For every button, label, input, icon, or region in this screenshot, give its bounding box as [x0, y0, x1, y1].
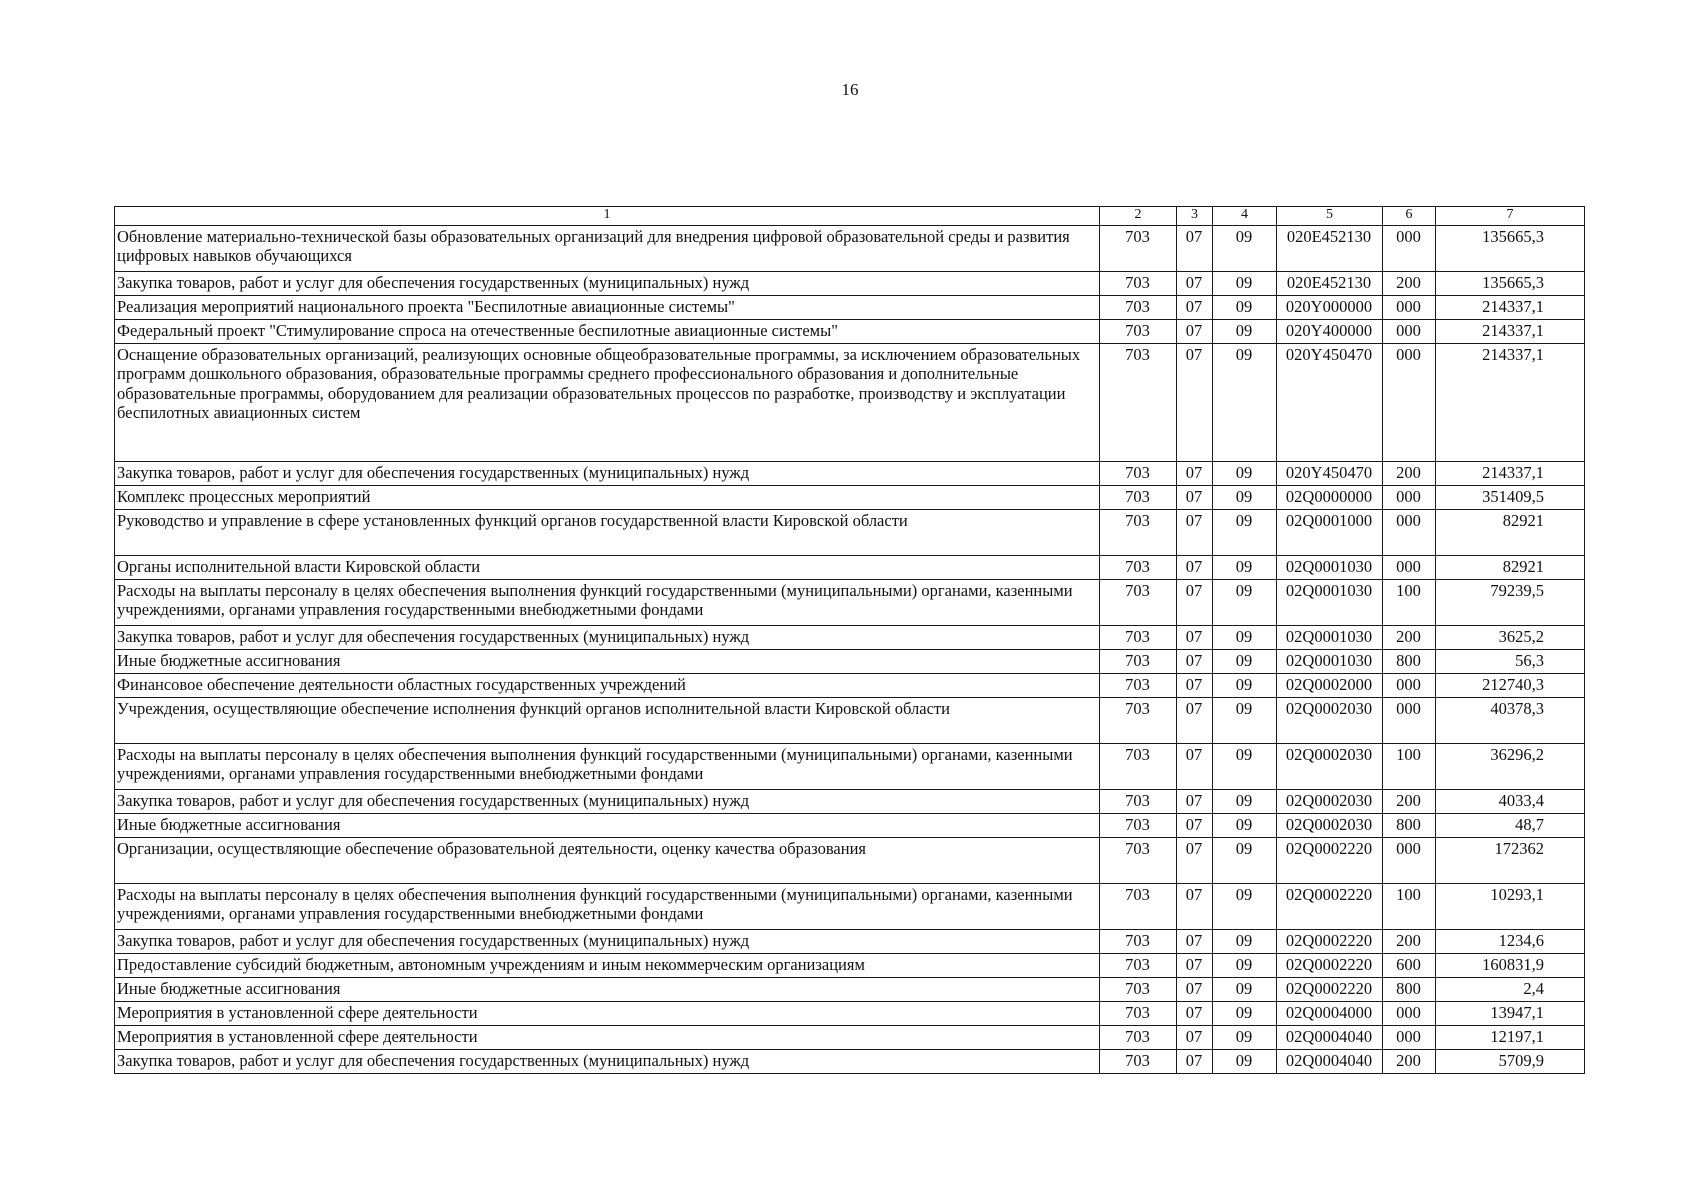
target-article-cell: 02Q0002220 — [1277, 978, 1383, 1002]
subsection-code-cell: 09 — [1213, 462, 1277, 486]
section-code-cell: 07 — [1177, 296, 1213, 320]
expense-type-cell: 000 — [1383, 320, 1436, 344]
table-row — [115, 650, 1585, 674]
expense-type-cell: 000 — [1383, 226, 1436, 272]
expense-name-cell: Расходы на выплаты персоналу в целях обеспечения выполнения функций государственными (муниципальными) органами, казенными учреждениями, органами управления государственными внебюджетными фондами — [115, 580, 1100, 626]
target-article-cell: 02Q0002000 — [1277, 674, 1383, 698]
ministry-code-cell: 703 — [1100, 790, 1177, 814]
ministry-code-cell: 703 — [1100, 462, 1177, 486]
target-article-cell: 02Q0001000 — [1277, 510, 1383, 556]
subsection-code-cell: 09 — [1213, 954, 1277, 978]
section-code-cell: 07 — [1177, 954, 1213, 978]
column-number: 7 — [1436, 207, 1585, 226]
column-number-row — [115, 207, 1585, 226]
table-row — [115, 462, 1585, 486]
expense-name-cell: Учреждения, осуществляющие обеспечение исполнения функций органов исполнительной власти Кировской области — [115, 698, 1100, 744]
amount-cell: 212740,3 — [1436, 674, 1585, 698]
target-article-cell: 020Y450470 — [1277, 462, 1383, 486]
column-number: 3 — [1177, 207, 1213, 226]
column-number: 1 — [115, 207, 1100, 226]
table-row — [115, 884, 1585, 930]
expense-type-cell: 100 — [1383, 580, 1436, 626]
subsection-code-cell: 09 — [1213, 296, 1277, 320]
section-code-cell: 07 — [1177, 1002, 1213, 1026]
ministry-code-cell: 703 — [1100, 226, 1177, 272]
target-article-cell: 02Q0001030 — [1277, 650, 1383, 674]
expense-name-cell: Иные бюджетные ассигнования — [115, 650, 1100, 674]
subsection-code-cell: 09 — [1213, 272, 1277, 296]
expense-name-cell: Мероприятия в установленной сфере деятельности — [115, 1026, 1100, 1050]
budget-table — [114, 206, 1585, 1074]
target-article-cell: 02Q0004040 — [1277, 1026, 1383, 1050]
ministry-code-cell: 703 — [1100, 580, 1177, 626]
section-code-cell: 07 — [1177, 884, 1213, 930]
subsection-code-cell: 09 — [1213, 790, 1277, 814]
table-row — [115, 226, 1585, 272]
section-code-cell: 07 — [1177, 838, 1213, 884]
expense-type-cell: 000 — [1383, 556, 1436, 580]
ministry-code-cell: 703 — [1100, 744, 1177, 790]
amount-cell: 3625,2 — [1436, 626, 1585, 650]
target-article-cell: 02Q0001030 — [1277, 556, 1383, 580]
ministry-code-cell: 703 — [1100, 296, 1177, 320]
target-article-cell: 020E452130 — [1277, 272, 1383, 296]
amount-cell: 214337,1 — [1436, 462, 1585, 486]
expense-type-cell: 000 — [1383, 296, 1436, 320]
subsection-code-cell: 09 — [1213, 814, 1277, 838]
expense-type-cell: 200 — [1383, 626, 1436, 650]
section-code-cell: 07 — [1177, 790, 1213, 814]
expense-name-cell: Иные бюджетные ассигнования — [115, 978, 1100, 1002]
amount-cell: 13947,1 — [1436, 1002, 1585, 1026]
table-row — [115, 1050, 1585, 1074]
expense-name-cell: Комплекс процессных мероприятий — [115, 486, 1100, 510]
expense-name-cell: Закупка товаров, работ и услуг для обеспечения государственных (муниципальных) нужд — [115, 626, 1100, 650]
amount-cell: 4033,4 — [1436, 790, 1585, 814]
subsection-code-cell: 09 — [1213, 930, 1277, 954]
ministry-code-cell: 703 — [1100, 884, 1177, 930]
expense-name-cell: Предоставление субсидий бюджетным, автономным учреждениям и иным некоммерческим организациям — [115, 954, 1100, 978]
subsection-code-cell: 09 — [1213, 838, 1277, 884]
subsection-code-cell: 09 — [1213, 556, 1277, 580]
amount-cell: 48,7 — [1436, 814, 1585, 838]
section-code-cell: 07 — [1177, 674, 1213, 698]
table-row — [115, 320, 1585, 344]
expense-name-cell: Органы исполнительной власти Кировской области — [115, 556, 1100, 580]
target-article-cell: 02Q0001030 — [1277, 626, 1383, 650]
subsection-code-cell: 09 — [1213, 226, 1277, 272]
expense-type-cell: 000 — [1383, 510, 1436, 556]
section-code-cell: 07 — [1177, 814, 1213, 838]
ministry-code-cell: 703 — [1100, 698, 1177, 744]
subsection-code-cell: 09 — [1213, 580, 1277, 626]
subsection-code-cell: 09 — [1213, 510, 1277, 556]
section-code-cell: 07 — [1177, 344, 1213, 462]
section-code-cell: 07 — [1177, 320, 1213, 344]
table-row — [115, 814, 1585, 838]
subsection-code-cell: 09 — [1213, 674, 1277, 698]
target-article-cell: 02Q0001030 — [1277, 580, 1383, 626]
expense-name-cell: Реализация мероприятий национального проекта "Беспилотные авиационные системы" — [115, 296, 1100, 320]
table-row — [115, 580, 1585, 626]
target-article-cell: 020Y000000 — [1277, 296, 1383, 320]
table-row — [115, 626, 1585, 650]
expense-name-cell: Закупка товаров, работ и услуг для обеспечения государственных (муниципальных) нужд — [115, 272, 1100, 296]
section-code-cell: 07 — [1177, 462, 1213, 486]
expense-type-cell: 000 — [1383, 486, 1436, 510]
expense-type-cell: 000 — [1383, 1026, 1436, 1050]
table-row — [115, 556, 1585, 580]
ministry-code-cell: 703 — [1100, 320, 1177, 344]
expense-type-cell: 100 — [1383, 744, 1436, 790]
subsection-code-cell: 09 — [1213, 486, 1277, 510]
target-article-cell: 020Y400000 — [1277, 320, 1383, 344]
target-article-cell: 020Y450470 — [1277, 344, 1383, 462]
ministry-code-cell: 703 — [1100, 626, 1177, 650]
table-row — [115, 272, 1585, 296]
target-article-cell: 02Q0004000 — [1277, 1002, 1383, 1026]
amount-cell: 79239,5 — [1436, 580, 1585, 626]
target-article-cell: 02Q0002220 — [1277, 930, 1383, 954]
amount-cell: 160831,9 — [1436, 954, 1585, 978]
subsection-code-cell: 09 — [1213, 884, 1277, 930]
expense-type-cell: 000 — [1383, 1002, 1436, 1026]
table-row — [115, 954, 1585, 978]
amount-cell: 56,3 — [1436, 650, 1585, 674]
section-code-cell: 07 — [1177, 698, 1213, 744]
expense-name-cell: Закупка товаров, работ и услуг для обеспечения государственных (муниципальных) нужд — [115, 790, 1100, 814]
amount-cell: 2,4 — [1436, 978, 1585, 1002]
amount-cell: 12197,1 — [1436, 1026, 1585, 1050]
expense-name-cell: Финансовое обеспечение деятельности областных государственных учреждений — [115, 674, 1100, 698]
expense-name-cell: Расходы на выплаты персоналу в целях обеспечения выполнения функций государственными (муниципальными) органами, казенными учреждениями, органами управления государственными внебюджетными фондами — [115, 744, 1100, 790]
section-code-cell: 07 — [1177, 580, 1213, 626]
table-row — [115, 930, 1585, 954]
section-code-cell: 07 — [1177, 556, 1213, 580]
ministry-code-cell: 703 — [1100, 954, 1177, 978]
table-row — [115, 978, 1585, 1002]
expense-type-cell: 000 — [1383, 838, 1436, 884]
ministry-code-cell: 703 — [1100, 1002, 1177, 1026]
target-article-cell: 02Q0002220 — [1277, 838, 1383, 884]
table-row — [115, 486, 1585, 510]
amount-cell: 36296,2 — [1436, 744, 1585, 790]
ministry-code-cell: 703 — [1100, 650, 1177, 674]
target-article-cell: 02Q0002030 — [1277, 744, 1383, 790]
expense-type-cell: 200 — [1383, 790, 1436, 814]
target-article-cell: 02Q0002030 — [1277, 790, 1383, 814]
amount-cell: 1234,6 — [1436, 930, 1585, 954]
amount-cell: 214337,1 — [1436, 296, 1585, 320]
expense-name-cell: Оснащение образовательных организаций, реализующих основные общеобразовательные программы, за исключением образовательных программ дошкольного образования, образовательные программы среднего профессионального образования и дополнительные образовательные программы, оборудованием для реализации образовательных процессов по разработке, производству и эксплуатации беспилотных авиационных систем — [115, 344, 1100, 462]
amount-cell: 214337,1 — [1436, 320, 1585, 344]
expense-name-cell: Иные бюджетные ассигнования — [115, 814, 1100, 838]
target-article-cell: 02Q0002220 — [1277, 884, 1383, 930]
ministry-code-cell: 703 — [1100, 930, 1177, 954]
subsection-code-cell: 09 — [1213, 1050, 1277, 1074]
table-row — [115, 1002, 1585, 1026]
expense-type-cell: 800 — [1383, 978, 1436, 1002]
expense-name-cell: Расходы на выплаты персоналу в целях обеспечения выполнения функций государственными (муниципальными) органами, казенными учреждениями, органами управления государственными внебюджетными фондами — [115, 884, 1100, 930]
amount-cell: 135665,3 — [1436, 272, 1585, 296]
expense-name-cell: Закупка товаров, работ и услуг для обеспечения государственных (муниципальных) нужд — [115, 462, 1100, 486]
table-row — [115, 1026, 1585, 1050]
expense-type-cell: 200 — [1383, 1050, 1436, 1074]
section-code-cell: 07 — [1177, 650, 1213, 674]
expense-type-cell: 600 — [1383, 954, 1436, 978]
expense-name-cell: Руководство и управление в сфере установленных функций органов государственной власти Кировской области — [115, 510, 1100, 556]
amount-cell: 5709,9 — [1436, 1050, 1585, 1074]
amount-cell: 40378,3 — [1436, 698, 1585, 744]
ministry-code-cell: 703 — [1100, 978, 1177, 1002]
column-number: 2 — [1100, 207, 1177, 226]
expense-name-cell: Мероприятия в установленной сфере деятельности — [115, 1002, 1100, 1026]
expense-type-cell: 800 — [1383, 650, 1436, 674]
target-article-cell: 02Q0000000 — [1277, 486, 1383, 510]
section-code-cell: 07 — [1177, 626, 1213, 650]
expense-type-cell: 000 — [1383, 698, 1436, 744]
target-article-cell: 02Q0002220 — [1277, 954, 1383, 978]
expense-type-cell: 100 — [1383, 884, 1436, 930]
amount-cell: 351409,5 — [1436, 486, 1585, 510]
table-body — [115, 207, 1585, 1074]
expense-type-cell: 000 — [1383, 344, 1436, 462]
section-code-cell: 07 — [1177, 226, 1213, 272]
target-article-cell: 020E452130 — [1277, 226, 1383, 272]
ministry-code-cell: 703 — [1100, 272, 1177, 296]
expense-name-cell: Обновление материально-технической базы образовательных организаций для внедрения цифровой образовательной среды и развития цифровых навыков обучающихся — [115, 226, 1100, 272]
section-code-cell: 07 — [1177, 1026, 1213, 1050]
section-code-cell: 07 — [1177, 510, 1213, 556]
subsection-code-cell: 09 — [1213, 650, 1277, 674]
subsection-code-cell: 09 — [1213, 1026, 1277, 1050]
expense-name-cell: Закупка товаров, работ и услуг для обеспечения государственных (муниципальных) нужд — [115, 1050, 1100, 1074]
amount-cell: 82921 — [1436, 556, 1585, 580]
section-code-cell: 07 — [1177, 1050, 1213, 1074]
expense-type-cell: 000 — [1383, 674, 1436, 698]
amount-cell: 214337,1 — [1436, 344, 1585, 462]
ministry-code-cell: 703 — [1100, 838, 1177, 884]
section-code-cell: 07 — [1177, 486, 1213, 510]
ministry-code-cell: 703 — [1100, 674, 1177, 698]
ministry-code-cell: 703 — [1100, 556, 1177, 580]
table-row — [115, 344, 1585, 462]
subsection-code-cell: 09 — [1213, 744, 1277, 790]
subsection-code-cell: 09 — [1213, 698, 1277, 744]
subsection-code-cell: 09 — [1213, 320, 1277, 344]
section-code-cell: 07 — [1177, 744, 1213, 790]
table-row — [115, 744, 1585, 790]
target-article-cell: 02Q0002030 — [1277, 698, 1383, 744]
expense-type-cell: 200 — [1383, 462, 1436, 486]
subsection-code-cell: 09 — [1213, 344, 1277, 462]
column-number: 4 — [1213, 207, 1277, 226]
ministry-code-cell: 703 — [1100, 1050, 1177, 1074]
expense-type-cell: 800 — [1383, 814, 1436, 838]
ministry-code-cell: 703 — [1100, 344, 1177, 462]
table-row — [115, 296, 1585, 320]
subsection-code-cell: 09 — [1213, 978, 1277, 1002]
table-row — [115, 510, 1585, 556]
section-code-cell: 07 — [1177, 978, 1213, 1002]
amount-cell: 82921 — [1436, 510, 1585, 556]
amount-cell: 135665,3 — [1436, 226, 1585, 272]
table-row — [115, 838, 1585, 884]
expense-name-cell: Организации, осуществляющие обеспечение образовательной деятельности, оценку качества образования — [115, 838, 1100, 884]
column-number: 5 — [1277, 207, 1383, 226]
amount-cell: 10293,1 — [1436, 884, 1585, 930]
expense-name-cell: Федеральный проект "Стимулирование спроса на отечественные беспилотные авиационные системы" — [115, 320, 1100, 344]
table-row — [115, 698, 1585, 744]
subsection-code-cell: 09 — [1213, 1002, 1277, 1026]
expense-name-cell: Закупка товаров, работ и услуг для обеспечения государственных (муниципальных) нужд — [115, 930, 1100, 954]
expense-type-cell: 200 — [1383, 272, 1436, 296]
table-row — [115, 674, 1585, 698]
target-article-cell: 02Q0004040 — [1277, 1050, 1383, 1074]
ministry-code-cell: 703 — [1100, 814, 1177, 838]
column-number: 6 — [1383, 207, 1436, 226]
section-code-cell: 07 — [1177, 272, 1213, 296]
expense-type-cell: 200 — [1383, 930, 1436, 954]
subsection-code-cell: 09 — [1213, 626, 1277, 650]
ministry-code-cell: 703 — [1100, 486, 1177, 510]
ministry-code-cell: 703 — [1100, 510, 1177, 556]
table-row — [115, 790, 1585, 814]
section-code-cell: 07 — [1177, 930, 1213, 954]
ministry-code-cell: 703 — [1100, 1026, 1177, 1050]
page-number: 16 — [841, 80, 859, 99]
target-article-cell: 02Q0002030 — [1277, 814, 1383, 838]
amount-cell: 172362 — [1436, 838, 1585, 884]
